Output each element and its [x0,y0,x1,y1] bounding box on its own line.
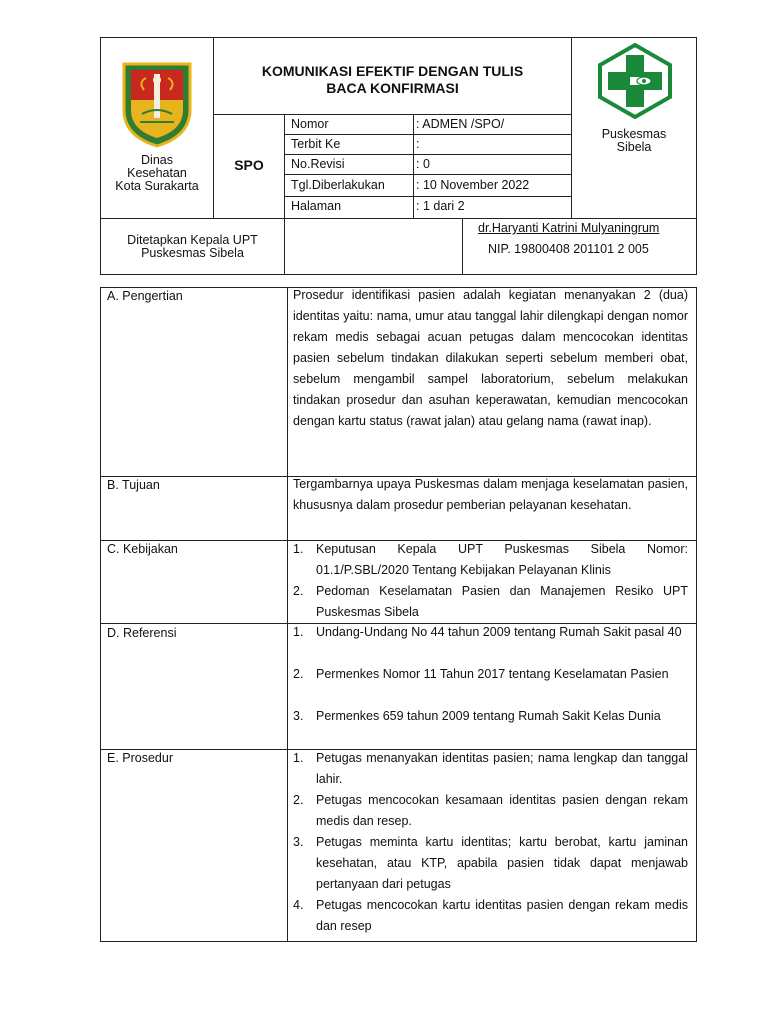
signer-name: dr.Haryanti Katrini Mulyaningrum [478,221,660,235]
document-title-line2: BACA KONFIRMASI [326,80,459,96]
spo-label: SPO [234,157,264,173]
established-line1: Ditetapkan Kepala UPT [127,233,258,247]
puskesmas-logo-icon [596,43,674,119]
puskesmas-label-line2: Sibela [616,140,652,154]
list-number: 1. [293,542,304,556]
field-label-nomor: Nomor [291,117,329,131]
established-line2: Puskesmas Sibela [141,246,244,260]
list-text: Petugas mencocokan kartu identitas pasien dengan rekam medis dan resep [316,898,688,933]
list-number: 4. [293,898,304,912]
list-number: 2. [293,584,304,598]
field-label-revisi: No.Revisi [291,157,345,171]
agency-label-line3: Kota Surakarta [115,179,199,193]
list-text: Keputusan Kepala UPT Puskesmas Sibela Nomor: 01.1/P.SBL/2020 Tentang Kebijakan Pelayanan Klinis [316,542,688,577]
section-label-pengertian: A. Pengertian [107,289,183,303]
field-value-revisi: : 0 [416,157,430,171]
list-text: Pedoman Keselamatan Pasien dan Manajemen Resiko UPT Puskesmas Sibela [316,584,688,619]
list-text: Permenkes Nomor 11 Tahun 2017 tentang Keselamatan Pasien [316,667,669,681]
document-title-line1: KOMUNIKASI EFEKTIF DENGAN TULIS [261,63,524,79]
section-text-pengertian: Prosedur identifikasi pasien adalah kegiatan menanyakan 2 (dua) identitas yaitu: nama, umur atau tanggal lahir dilengkapi dengan nomor rekam medis sebagai acuan petugas dalam mencocokan identitas pasien sebelum tindakan dilakukan seperti sebelum memberi obat, sebelum mengambil sampel laboratorium, sebelum melakukan tindakan prosedur dan asuhan keperawatan, kemudian mencocokan dengan kartu status (rawat jalan) atau gelang nama (rawat inap). [293,288,688,428]
field-label-tanggal: Tgl.Diberlakukan [291,178,385,192]
list-number: 2. [293,793,304,807]
list-text: Petugas menanyakan identitas pasien; nama lengkap dan tanggal lahir. [316,751,688,786]
field-label-halaman: Halaman [291,199,342,213]
field-value-tanggal: : 10 November 2022 [416,178,530,192]
agency-label-line2: Kesehatan [127,166,187,180]
section-text-tujuan: Tergambarnya upaya Puskesmas dalam menjaga keselamatan pasien, khususnya dalam prosedur pemberian pelayanan kesehatan. [293,477,688,512]
list-number: 3. [293,835,304,849]
puskesmas-label-line1: Puskesmas [601,127,667,141]
section-label-tujuan: B. Tujuan [107,478,160,492]
list-text: Petugas meminta kartu identitas; kartu berobat, kartu jaminan kesehatan, atau KTP, apabila pasien tidak dapat menjawab pertanyaan dari petugas [316,835,688,891]
city-crest-icon [120,60,194,148]
list-text: Petugas mencocokan kesamaan identitas pasien dengan rekam medis dan resep. [316,793,688,828]
section-label-referensi: D. Referensi [107,626,177,640]
section-label-prosedur: E. Prosedur [107,751,174,765]
field-value-nomor: : ADMEN /SPO/ [416,117,505,131]
field-value-terbit: : [416,137,420,151]
section-label-kebijakan: C. Kebijakan [107,542,178,556]
list-text: Undang-Undang No 44 tahun 2009 tentang Rumah Sakit pasal 40 [316,625,682,639]
list-number: 1. [293,625,304,639]
list-number: 1. [293,751,304,765]
field-label-terbit: Terbit Ke [291,137,341,151]
list-number: 2. [293,667,304,681]
list-text: Permenkes 659 tahun 2009 tentang Rumah Sakit Kelas Dunia [316,709,661,723]
agency-label-line1: Dinas [141,153,173,167]
signer-nip: NIP. 19800408 201101 2 005 [488,242,649,256]
list-number: 3. [293,709,304,723]
field-value-halaman: : 1 dari 2 [416,199,465,213]
